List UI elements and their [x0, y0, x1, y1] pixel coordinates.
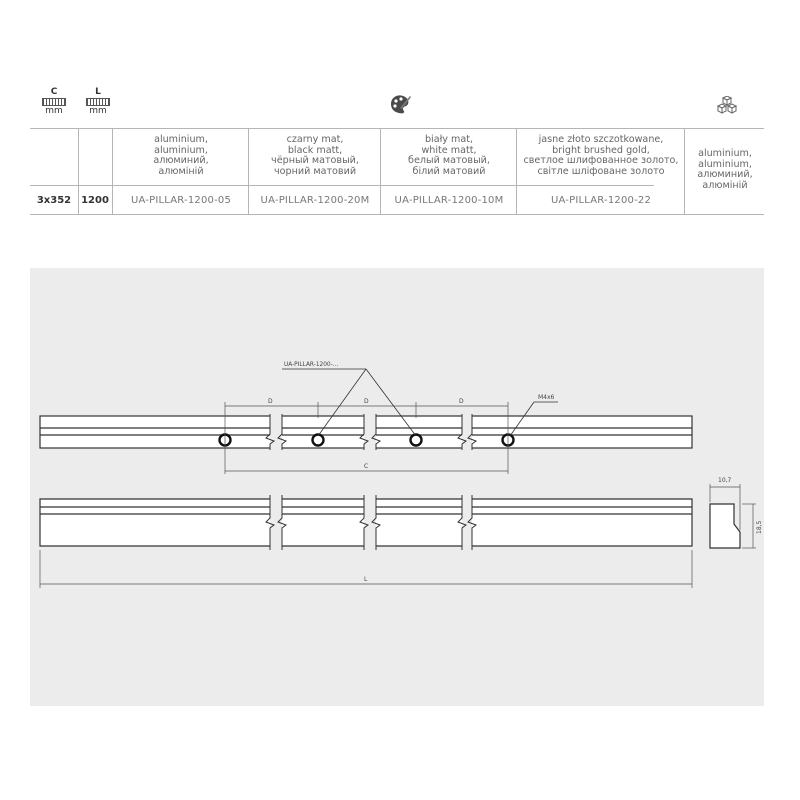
dim-width-label: 10,7 — [718, 477, 732, 484]
footer-rule — [30, 214, 764, 215]
c-dimension-header — [42, 88, 66, 128]
material: aluminium, aluminium, алюминий, алюміній — [697, 148, 753, 191]
l-label: L — [95, 87, 101, 97]
color-aluminium: aluminium, aluminium, алюминий, алюміній — [153, 134, 209, 177]
dim-d-label: D — [364, 398, 369, 405]
mounting-hole — [313, 435, 324, 446]
palette-icon — [388, 93, 412, 115]
code-bright-brushed-gold: UA-PILLAR-1200-22 — [550, 195, 652, 206]
c-label: C — [50, 87, 58, 97]
l-value: 1200 — [81, 195, 109, 206]
screw-label: M4x6 — [538, 394, 555, 401]
code-white-matt: UA-PILLAR-1200-10M — [394, 195, 504, 206]
c-value: 3x352 — [36, 195, 72, 206]
callout-label: UA-PILLAR-1200-... — [284, 362, 339, 368]
code-black-matt: UA-PILLAR-1200-20M — [260, 195, 370, 206]
color-white-matt: biały mat, white matt, белый матовый, білий матовий — [408, 134, 490, 177]
technical-drawing — [30, 268, 764, 706]
cross-section — [710, 504, 740, 548]
dim-d-label: D — [459, 398, 464, 405]
code-aluminium: UA-PILLAR-1200-05 — [130, 195, 232, 206]
dim-c-label: C — [364, 463, 369, 470]
color-bright-brushed-gold: jasne złoto szczotkowane, bright brushed gold, светлое шлифованное золото, світле шліфоване золото — [523, 134, 679, 177]
cubes-icon — [714, 96, 740, 118]
drawing-svg — [30, 268, 764, 706]
dim-d-label: D — [268, 398, 273, 405]
row-rule — [30, 185, 654, 186]
header-rule — [30, 128, 764, 129]
l-unit: mm — [89, 106, 107, 116]
dim-height-label: 18,5 — [756, 520, 763, 534]
l-dimension-header — [86, 88, 110, 128]
c-dimension-icon — [42, 88, 66, 116]
dim-l-label: L — [364, 576, 368, 583]
l-dimension-icon — [86, 88, 110, 116]
mounting-hole — [411, 435, 422, 446]
color-black-matt: czarny mat, black matt, чёрный матовый, чорний матовий — [271, 134, 359, 177]
c-unit: mm — [45, 106, 63, 116]
